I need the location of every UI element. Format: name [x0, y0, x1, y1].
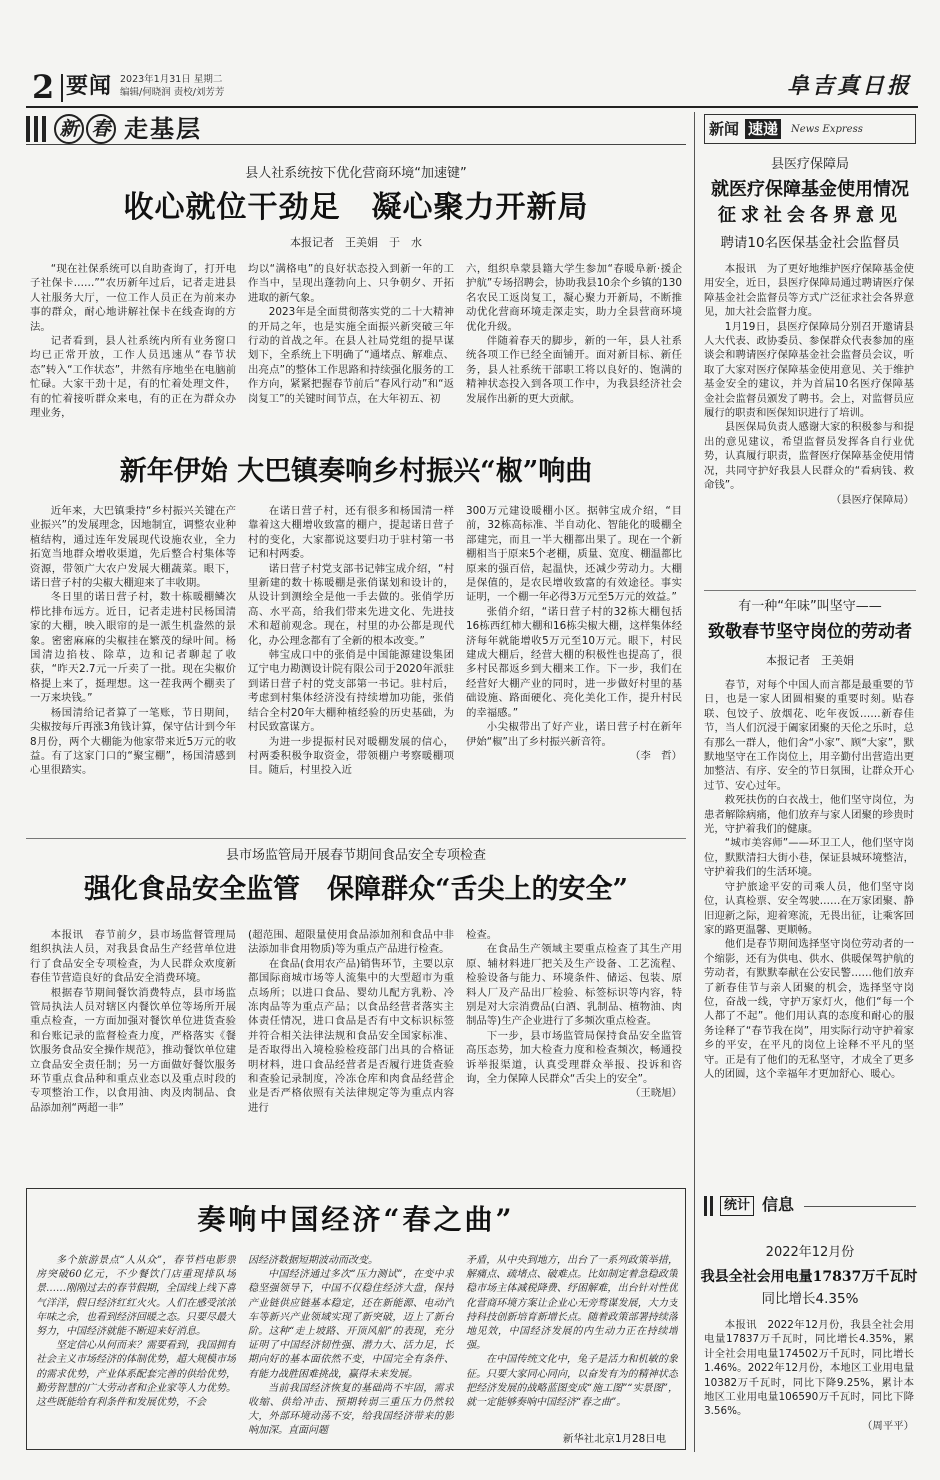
article3-col3-para: 在食品生产领域主要重点检查了其生产用原、辅材料进厂把关及生产设备、工艺流程、检验设备与能力、环境条件、储运、包装、原料人厂及产品出厂检验、标签标识等内容，特别是对大宗消费品(白酒、乳制品、植物油、肉制品等)生产企业进行了多频次重点检查。 — [466, 943, 682, 1028]
article1-col2-para: 2023年是全面贯彻落实党的二十大精神的开局之年，也是实施全面振兴新突破三年行动的首战之年。在县人社局党组的提早谋划下，全系统上下明确了“通堵点、解难点、出亮点”的整体工作思路和持续强化服务的工作方向，紧紧把握春节前后“春风行动”和“返岗复工”的关键时间节点，在大年初五、初 — [248, 306, 454, 405]
article1-column-2 — [248, 262, 454, 442]
article1-column-3 — [466, 262, 682, 442]
newspaper-name: 阜吉真日报 — [786, 73, 912, 99]
banner-bar — [34, 116, 38, 142]
article1-col1-para: “现在社保系统可以自助查询了，打开电子社保卡……”“农历新年过后，记者走进县人社服务大厅，一位工作人员正在为前来办事的群众，耐心地讲解社保卡在线查询的方法。 — [30, 263, 236, 333]
article4-col1-para: 坚定信心从何而来？需要看到，我国拥有社会主义市场经济的体制优势，超大规模市场的需求优势，产业体系配套完善的供给优势，勤劳智慧的广大劳动者和企业家等人力优势。这些既能给有利条件和发展优势，不会 — [36, 1340, 236, 1409]
sidebar-item1-kicker: 县医疗保障局 — [770, 157, 849, 172]
article2-col3-para: 小尖椒带出了好产业，诺日营子村在新年伊始“椒”出了乡村振兴新音符。 — [466, 721, 682, 748]
header-separator — [61, 74, 63, 102]
article2-signature: （李 哲） — [630, 749, 682, 762]
sidebar-item2-title: 致敬春节坚守岗位的劳动者 — [708, 622, 912, 642]
divider — [704, 590, 916, 591]
sidebar-item2-para: 守护旅途平安的司乘人员，他们坚守岗位，认真检票、安全驾驶……在万家团聚、静旧迎新之际，迎着寒流，无畏出征，让乘客回家的路更温馨、更顺畅。 — [704, 880, 914, 936]
sidebar-item1-title-line1: 就医疗保障基金使用情况 — [711, 179, 909, 200]
news-express-label-en: News Express — [791, 124, 863, 135]
article3-column-2 — [248, 928, 454, 1180]
statistics-signature: （周平平） — [862, 1419, 914, 1432]
article2-column-3 — [466, 504, 682, 830]
article4-col1-para: 多个旅游景点“人从众”，春节档电影票房突破60亿元，不少餐饮门店重现排队场景……刚刚过去的春节假期，全国线上线下喜气洋洋，假日经济红红火火。人们在感受浓浓年味之余，也看到经济回暖之态。只要尽最大努力，中国经济就能不断迎来好消息。 — [36, 1255, 236, 1338]
article2-col2-para: 韩宝成口中的张俏是中国能源建设集团辽宁电力勘测设计院有限公司于2020年派驻到诺日营子村的党支部第一书记。驻村后，考虑到村集体经济没有持续增加功能，张俏结合全村20年大棚种植经验的历史基础，为村民致富谋方。 — [248, 649, 454, 734]
banner-underline — [26, 144, 686, 145]
sidebar-item2-para: 他们是春节期间选择坚守岗位劳动者的一个缩影，还有为供电、供水、供暖保驾护航的劳动者，有默默奉献在公安民警……他们放弃了新春佳节与亲人团聚的机会，选择坚守岗位，奋战一线，守护万家灯火，他们“每一个人都了不起”。他们用认真的态度和耐心的服务诠释了“春节我在岗”，用实际行动守护着家乡的平安，在平凡的岗位上诠释不平凡的坚守。正是有了他们的无私坚守，才成全了更多人的团圆，这个幸福年才更加舒心、暖心。 — [704, 938, 914, 1080]
article2-col1-para: 冬日里的诺日营子村，数十栋暖棚鳞次栉比排布远方。近日，记者走进村民杨国清家的大棚，映入眼帘的是一派生机盎然的景象。密密麻麻的尖椒挂在繁茂的绿叶间。杨国清边掐枝、除草，边和记者聊起了收获，“昨天2.7元一斤卖了一批。现在尖椒价格提上来了，挺理想。这一茬我两个棚卖了一万来块钱。” — [30, 591, 236, 705]
sidebar-item2-para: 救死扶伤的白衣战士，他们坚守岗位，为患者解除病痛，他们放弃与家人团聚的珍贵时光，守护着我们的健康。 — [704, 794, 914, 836]
statistics-body — [704, 1318, 914, 1448]
sidebar-item2-byline: 本报记者 王美娟 — [766, 654, 854, 667]
article1-kicker: 县人社系统按下优化营商环境“加速键” — [245, 166, 467, 181]
date-line: 2023年1月31日 星期二 — [120, 74, 223, 85]
article3-col2-para: (超范围、超限量使用食品添加剂和食品中非法添加非食用物质)等为重点产品进行检查。 — [248, 929, 454, 956]
section-banner — [26, 112, 686, 146]
news-express-label-b: 速递 — [745, 119, 781, 139]
article4-column-1 — [36, 1254, 236, 1444]
page-number: 2 — [32, 68, 55, 106]
banner-label: 走基层 — [124, 115, 202, 143]
article1-col1-para: 记者看到，县人社系统内所有业务窗口均已正常开放，工作人员迅速从“春节状态”转入“工作状态”，井然有序地坐在电脑前忙碌。大家干劲十足，有的忙着处理文件，有的忙着接听群众来电，有的正在为群众办理业务， — [30, 335, 236, 420]
article3-col2-para: 在食品(食用农产品)销售环节，主要以京都国际商城市场等人流集中的大型超市为重点场所；以进口食品、婴幼儿配方乳粉、冷冻肉品等为重点产品；以食品经营者落实主体责任情况，进口食品是否有中文标识标签并符合相关法律法规和食品安全国家标准、是否取得出入境检验检疫部门出具的合格证明材料，进口食品经营者是否履行进货查验和查验记录制度，冷冻仓库和肉食品经营企业是否严格依照有关法律规定等为重点内容进行 — [248, 957, 454, 1114]
article3-column-3 — [466, 928, 682, 1180]
divider — [26, 838, 686, 839]
statistics-title: 我县全社会用电量17837万千瓦时 — [700, 1269, 918, 1285]
sidebar-item1-body — [704, 262, 914, 582]
sidebar-item2-kicker: 有一种“年味”叫坚守—— — [738, 599, 882, 614]
statistics-underline — [804, 1206, 916, 1207]
article4-col3-para: 在中国传统文化中，兔子是活力和机敏的象征。只要大家同心同向，以奋发有为的精神状态把经济发展的战略蓝图变成“施工图”“实景图”，就一定能够奏响中国经济“春之曲”。 — [466, 1354, 678, 1409]
news-express-header — [704, 114, 916, 144]
article2-col2-para: 为进一步提振村民对暖棚发展的信心，村两委积极争取资金，带领棚户考察暖棚项目。随后，村里投入近 — [248, 735, 454, 777]
news-express-label-a: 新闻 — [709, 120, 740, 138]
article3-kicker: 县市场监管局开展春节期间食品安全专项检查 — [225, 848, 486, 863]
article2-col3-para: 张俏介绍，“诺日营子村的32栋大棚包括16栋西红柿大棚和16栋尖椒大棚，这样集体经济每年就能增收5万元至10万元。眼下，村民建成大棚后，经营大棚的积极性也提高了，很多村民都返乡到大棚来工作。下一步，我们在经营好大棚产业的同时，进一步做好村里的基础设施、路面硬化、亮化美化工作，提升村民的幸福感。” — [466, 605, 682, 719]
statistics-bar — [704, 1196, 707, 1216]
article2-col3-para: 300万元建设暖棚小区。据韩宝成介绍，“目前，32栋高标准、半自动化、智能化的暖棚全部建完，而且一半大棚都出果了。现在一个新棚相当于原来5个老棚，质量、宽度、棚温都比原来的强百倍，起温快，还减少劳动力。大棚是保值的，是农民增收致富的有效途径。事实证明，一个棚一年必得3万元至5万元的效益。” — [466, 505, 682, 604]
article3-signature: （王晓旭） — [630, 1087, 682, 1100]
sidebar-item2-body — [704, 678, 914, 1148]
article1-col3-para: 六，组织阜蒙县籍大学生参加“春暖阜新·援企护航”专场招聘会，协助我县10余个乡镇的130名农民工返岗复工，凝心聚力开新局，不断推动优化营商环境走深走实，助力全县营商环境优化升级。 — [466, 263, 682, 333]
article3-title: 强化食品安全监管 保障群众“舌尖上的安全” — [83, 874, 629, 905]
section-name: 要闻 — [66, 74, 113, 99]
article3-col3-para: 检查。 — [466, 929, 498, 941]
statistics-label-b: 信息 — [762, 1195, 795, 1214]
editor-line: 编辑/何晓润 责校/刘芳芳 — [120, 87, 225, 98]
statistics-subtitle: 同比增长4.35% — [761, 1291, 859, 1307]
article4-col2-para: 因经济数据短期波动而改变。 — [248, 1255, 378, 1266]
statistics-kicker: 2022年12月份 — [765, 1245, 855, 1260]
sidebar-item1-para: 本报讯 为了更好地维护医疗保障基金使用安全，近日，县医疗保障局通过聘请医疗保障基金社会监督员等方式广泛征求社会各界意见，加大社会监督力度。 — [704, 263, 914, 319]
statistics-bar — [710, 1196, 713, 1216]
article2-column-1 — [30, 504, 236, 830]
masthead — [26, 70, 918, 106]
article3-column-1 — [30, 928, 236, 1180]
article4-signature: 新华社北京1月28日电 — [563, 1433, 666, 1445]
article4-col2-para: 当前我国经济恢复的基础尚不牢固，需求收缩、供给冲击、预期转弱三重压力仍然较大，外部环境动荡不安，给我国经济带来的影响加深。直面问题 — [248, 1382, 454, 1437]
article2-col2-para: 在诺日营子村，还有很多和杨国清一样靠着这大棚增收致富的棚户，提起诺日营子村的变化，大家都说这要归功于驻村第一书记和村两委。 — [248, 505, 454, 561]
sidebar-item2-para: “城市美容师”——环卫工人，他们坚守岗位，默默清扫大街小巷，保证县城环境整洁，守护着我们的生活环境。 — [704, 837, 914, 879]
article1-col3-para: 伴随着春天的脚步，新的一年，县人社系统各项工作已经全面铺开。面对新目标、新任务，县人社系统干部职工将以良好的、饱满的精神状态投入到各项工作中，为我县经济社会发展作出新的更大贡献。 — [466, 335, 682, 405]
article2-col1-para: 近年来，大巴镇秉持“乡村振兴关键在产业振兴”的发展理念，因地制宜，调整农业种植结构，通过连年发展现代设施农业，全力拓宽当地群众增收渠道，先后整合村集体等资源，带领广大农户发展大棚蔬菜。眼下，诺日营子村的尖椒大棚迎来了丰收期。 — [30, 505, 236, 590]
article4-title: 奏响中国经济“春之曲” — [197, 1203, 515, 1236]
banner-bar — [42, 116, 46, 142]
article2-column-2 — [248, 504, 454, 830]
banner-circle-b: 春 — [86, 114, 116, 144]
statistics-para: 本报讯 2022年12月份，我县全社会用电量17837万千瓦时，同比增长4.35%，累计全社会用电量174502万千瓦时，同比增长1.46%。2022年12月份，本地区工业用电量10382万千瓦时，同比下降9.25%，累计本地区工业用电量106590万千瓦时，同比下降3.56%。 — [704, 1319, 914, 1418]
banner-circle-a: 新 — [54, 114, 84, 144]
article1-byline: 本报记者 王美娟 于 水 — [290, 236, 422, 249]
article1-column-1 — [30, 262, 236, 442]
banner-bar — [26, 116, 30, 142]
article2-col2-para: 诺日营子村党支部书记韩宝成介绍，“村里新建的数十栋暖棚是张俏谋划和设计的，从设计到测绘全是他一手去做的。张俏学历高、水平高，给我们带来先进文化、先进技术和超前观念。现在，村里的办公都是现代化，办公理念都有了全新的根本改变。” — [248, 562, 454, 647]
sidebar-item1-para: 1月19日，县医疗保障局分别召开邀请县人大代表、政协委员、参保群众代表参加的座谈会和聘请医疗保障基金社会监督员会议，听取了大家对医疗保障基金使用意见、关于维护基金安全的建议，并为首届10名医疗保障基金社会监督员颁发了聘书。会上，对监督员应履行的职责和医保知识进行了培训。 — [704, 320, 914, 420]
sidebar-item1-signature: （县医疗保障局） — [830, 493, 914, 506]
article4-column-2 — [248, 1254, 454, 1444]
sidebar-item1-para: 县医保局负责人感谢大家的积极参与和提出的意见建议，希望监督员发挥各自行业优势，认真履行职责，监督医疗保障基金使用情况，共同守护好我县人民群众的“看病钱、救命钱”。 — [704, 421, 914, 492]
article1-col2-para: 均以“满格电”的良好状态投入到新一年的工作当中，呈现出蓬勃向上、只争朝夕、开拓进取的新气象。 — [248, 263, 454, 304]
sidebar-item1-title-line2: 征求社会各界意见 — [718, 205, 902, 226]
sidebar-item1-subtitle: 聘请10名医保基金社会监督员 — [720, 235, 900, 251]
header-rule — [26, 106, 918, 108]
sidebar-separator — [694, 112, 695, 1452]
article1-title: 收心就位干劲足 凝心聚力开新局 — [123, 190, 589, 225]
statistics-label-a: 统计 — [720, 1196, 754, 1216]
sidebar-item2-para: 春节，对每个中国人而言都是最重要的节日，也是一家人团圆相聚的重要时刻。贴春联、包饺子、放烟花、吃年夜饭……新春佳节，当人们沉浸于阖家团聚的天伦之乐时，总有那么一群人，他们舍“小家”、顾“大家”，默默地坚守在工作岗位上，用辛勤付出营造出更加整洁、有序、安全的节日氛围，让群众开心过节、安心过年。 — [704, 679, 914, 792]
article3-col1-para: 本报讯 春节前夕，县市场监督管理局组织执法人员，对我县食品生产经营单位进行了食品安全专项检查，为人民群众欢度新春佳节营造良好的食品安全消费环境。 — [30, 929, 236, 985]
article3-col1-para: 根据春节期间餐饮消费特点，县市场监管局执法人员对辖区内餐饮单位等场所开展重点检查，一方面加强对餐饮单位进货查验和台账记录的监督检查力度，严格落实《餐饮服务食品安全操作规范》，推动餐饮单位建立食品安全责任制；另一方面做好餐饮服务环节重点食品种和重点业态以及重点时段的专项整治工作，以食用油、肉及肉制品、食品添加剂“两超一非” — [30, 986, 236, 1114]
statistics-header — [704, 1192, 916, 1220]
article4-col3-para: 矛盾，从中央到地方，出台了一系列政策举措，解痛点、疏堵点、破难点。比如制定着急稳政策稳市场主体减税降费、纾困解难，出台针对性优化营商环境方案让企业心无旁骛谋发展，大力支持科技创新培育新增长点。随着政策部署持续落地见效，中国经济发展的内生动力正在持续增强。 — [466, 1255, 678, 1352]
article4-col2-para: 中国经济通过多次“压力测试”，在变中求稳坚强领导下，中国不仅稳住经济大盘，保持产业链供应链基本稳定，还在新能源、电动汽车等新兴产业领域实现了新突破，迈上了新台阶。这种“走上坡路、开顶风船”的表现，充分证明了中国经济韧性强、潜力大、活力足，长期向好的基本面依然不变，中国完全有条件、有能力战胜困难挑战，赢得未来发展。 — [248, 1269, 454, 1380]
article2-col1-para: 杨国清给记者算了一笔账，节日期间，尖椒按每斤再涨3角钱计算，保守估计到今年8月份，两个大棚能为他家带来近5万元的收益。有了这家门口的“聚宝棚”，杨国清感到心里很踏实。 — [30, 706, 236, 777]
article2-title: 新年伊始 大巴镇奏响乡村振兴“椒”响曲 — [119, 456, 593, 487]
article3-col3-para: 下一步，县市场监管局保持食品安全监管高压态势，加大检查力度和检查频次，畅通投诉举报渠道，认真受理群众举报、投诉和咨询，全力保障人民群众“舌尖上的安全”。 — [466, 1029, 682, 1086]
article4-column-3 — [466, 1254, 678, 1430]
